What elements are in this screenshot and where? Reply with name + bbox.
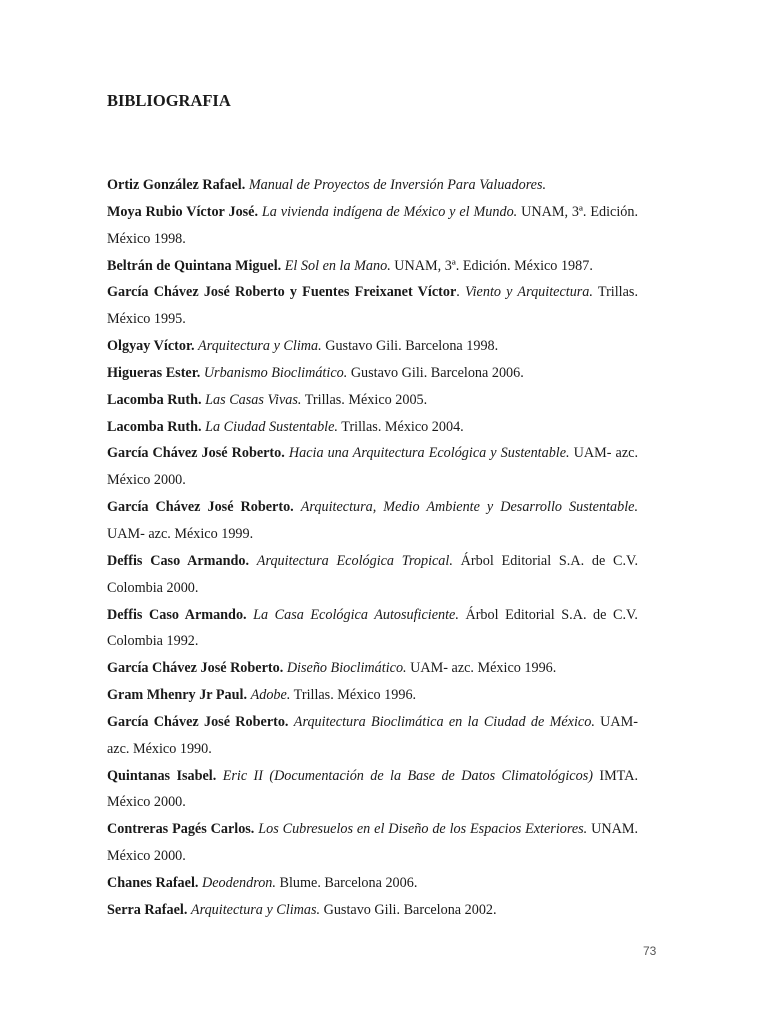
entry-author: Contreras Pagés Carlos. (107, 821, 255, 838)
bibliography-entry (107, 414, 638, 441)
entry-details: Trillas. México 2005. (304, 391, 428, 408)
entry-title: Urbanismo Bioclimático. (203, 364, 348, 381)
entry-details: UAM- azc. México 1990. (107, 713, 639, 757)
bibliography-entry: García Chávez José Roberto y Fuentes Freixanet Víctor. Viento y Arquitectura. Trillas. México 1995. (107, 284, 638, 328)
entry-title: Arquitectura Ecológica Tropical. (256, 552, 453, 569)
entry-author: Chanes Rafael. (107, 874, 199, 891)
bibliography-entry (107, 387, 638, 414)
entry-title: Eric II (Documentación de la Base de Datos Climatológicos) (222, 767, 593, 784)
bibliography-entry (107, 440, 638, 494)
bibliography-entry (107, 548, 638, 602)
entry-author: García Chávez José Roberto. (107, 713, 289, 730)
entry-details: Árbol Editorial S.A. de C.V. Colombia 1992. (107, 606, 638, 650)
bibliography-entry (107, 172, 638, 199)
entry-title: Deodendron. (201, 874, 276, 891)
entry-author: Quintanas Isabel. (107, 767, 217, 784)
entry-author: Ortiz González Rafael. (107, 177, 246, 193)
entry-author: Gram Mhenry Jr Paul. (107, 687, 248, 704)
entry-details: UAM- azc. México 2000. (107, 445, 638, 489)
entry-title: Manual de Proyectos de Inversión Para Valuadores. (248, 177, 547, 193)
entry-details: Trillas. México 1995. (107, 284, 638, 328)
entry-details: Trillas. México 2004. (341, 418, 464, 435)
entry-details: Gustavo Gili. Barcelona 2006. (350, 364, 524, 381)
entry-details: Blume. Barcelona 2006. (279, 874, 418, 891)
entry-title: Arquitectura Bioclimática en la Ciudad de México. (293, 713, 595, 730)
entry-author: Higueras Ester. (107, 364, 201, 381)
entry-author: García Chávez José Roberto. (107, 660, 284, 677)
entry-author: García Chávez José Roberto y Fuentes Freixanet Víctor (107, 284, 457, 301)
entry-author: Beltrán de Quintana Miguel. (107, 257, 282, 274)
entry-author: García Chávez José Roberto. (107, 499, 294, 516)
entry-details: UNAM, 3ª. Edición. México 1987. (394, 257, 593, 274)
entry-title: Arquitectura y Clima. (198, 338, 322, 355)
bibliography-entry (107, 816, 638, 870)
entry-title: Las Casas Vivas. (205, 391, 302, 408)
entry-title: Adobe. (250, 687, 291, 704)
entry-details: UAM- azc. México 1999. (107, 525, 254, 542)
entry-details: Gustavo Gili. Barcelona 2002. (323, 901, 497, 918)
bibliography-entry (107, 199, 638, 253)
entry-title: Viento y Arquitectura. (465, 284, 593, 301)
entry-author: Deffis Caso Armando. (107, 606, 247, 623)
entry-details: UAM- azc. México 1996. (410, 660, 557, 677)
bibliography-entry (107, 494, 638, 548)
entry-author: Olgyay Víctor. (107, 338, 195, 355)
bibliography-entry (107, 763, 638, 817)
entry-details: IMTA. México 2000. (107, 767, 639, 811)
bibliography-entry (107, 897, 638, 924)
bibliography-entry (107, 360, 638, 387)
bibliography-entry (107, 602, 638, 656)
entry-title: La Ciudad Sustentable. (205, 418, 338, 435)
bibliography-entry (107, 709, 638, 763)
entry-title: Los Cubresuelos en el Diseño de los Espacios Exteriores. (258, 821, 588, 838)
page-number: 73 (643, 944, 657, 958)
entry-details: Árbol Editorial S.A. de C.V. Colombia 2000. (107, 552, 639, 596)
entry-details: UNAM, 3ª. Edición. México 1998. (107, 203, 639, 247)
entry-author: Serra Rafael. (107, 901, 188, 918)
entry-title: La vivienda indígena de México y el Mundo. (261, 203, 518, 220)
entry-author: García Chávez José Roberto. (107, 445, 285, 462)
entry-details: Trillas. México 1996. (293, 687, 417, 704)
entry-author: Lacomba Ruth. (107, 391, 202, 408)
bibliography-entry (107, 333, 638, 360)
entry-title: Diseño Bioclimático. (286, 660, 407, 677)
entry-details: UNAM. México 2000. (107, 821, 638, 865)
entry-title: La Casa Ecológica Autosuficiente. (253, 606, 459, 623)
entry-title: Hacia una Arquitectura Ecológica y Sustentable. (288, 445, 570, 462)
entry-title: Arquitectura, Medio Ambiente y Desarrollo Sustentable. (300, 499, 638, 516)
entry-details: Gustavo Gili. Barcelona 1998. (325, 338, 499, 355)
bibliography-entry (107, 253, 638, 280)
bibliography-entry (107, 682, 638, 709)
entry-title: El Sol en la Mano. (284, 257, 391, 274)
entry-title: Arquitectura y Climas. (190, 901, 321, 918)
page-title: BIBLIOGRAFIA (107, 91, 231, 110)
entry-author: Deffis Caso Armando. (107, 552, 250, 569)
entry-author: Moya Rubio Víctor José. (107, 203, 259, 220)
entry-author: Lacomba Ruth. (107, 418, 202, 435)
bibliography-entry (107, 870, 638, 897)
bibliography-entry (107, 655, 638, 682)
bibliography-list (107, 172, 638, 924)
